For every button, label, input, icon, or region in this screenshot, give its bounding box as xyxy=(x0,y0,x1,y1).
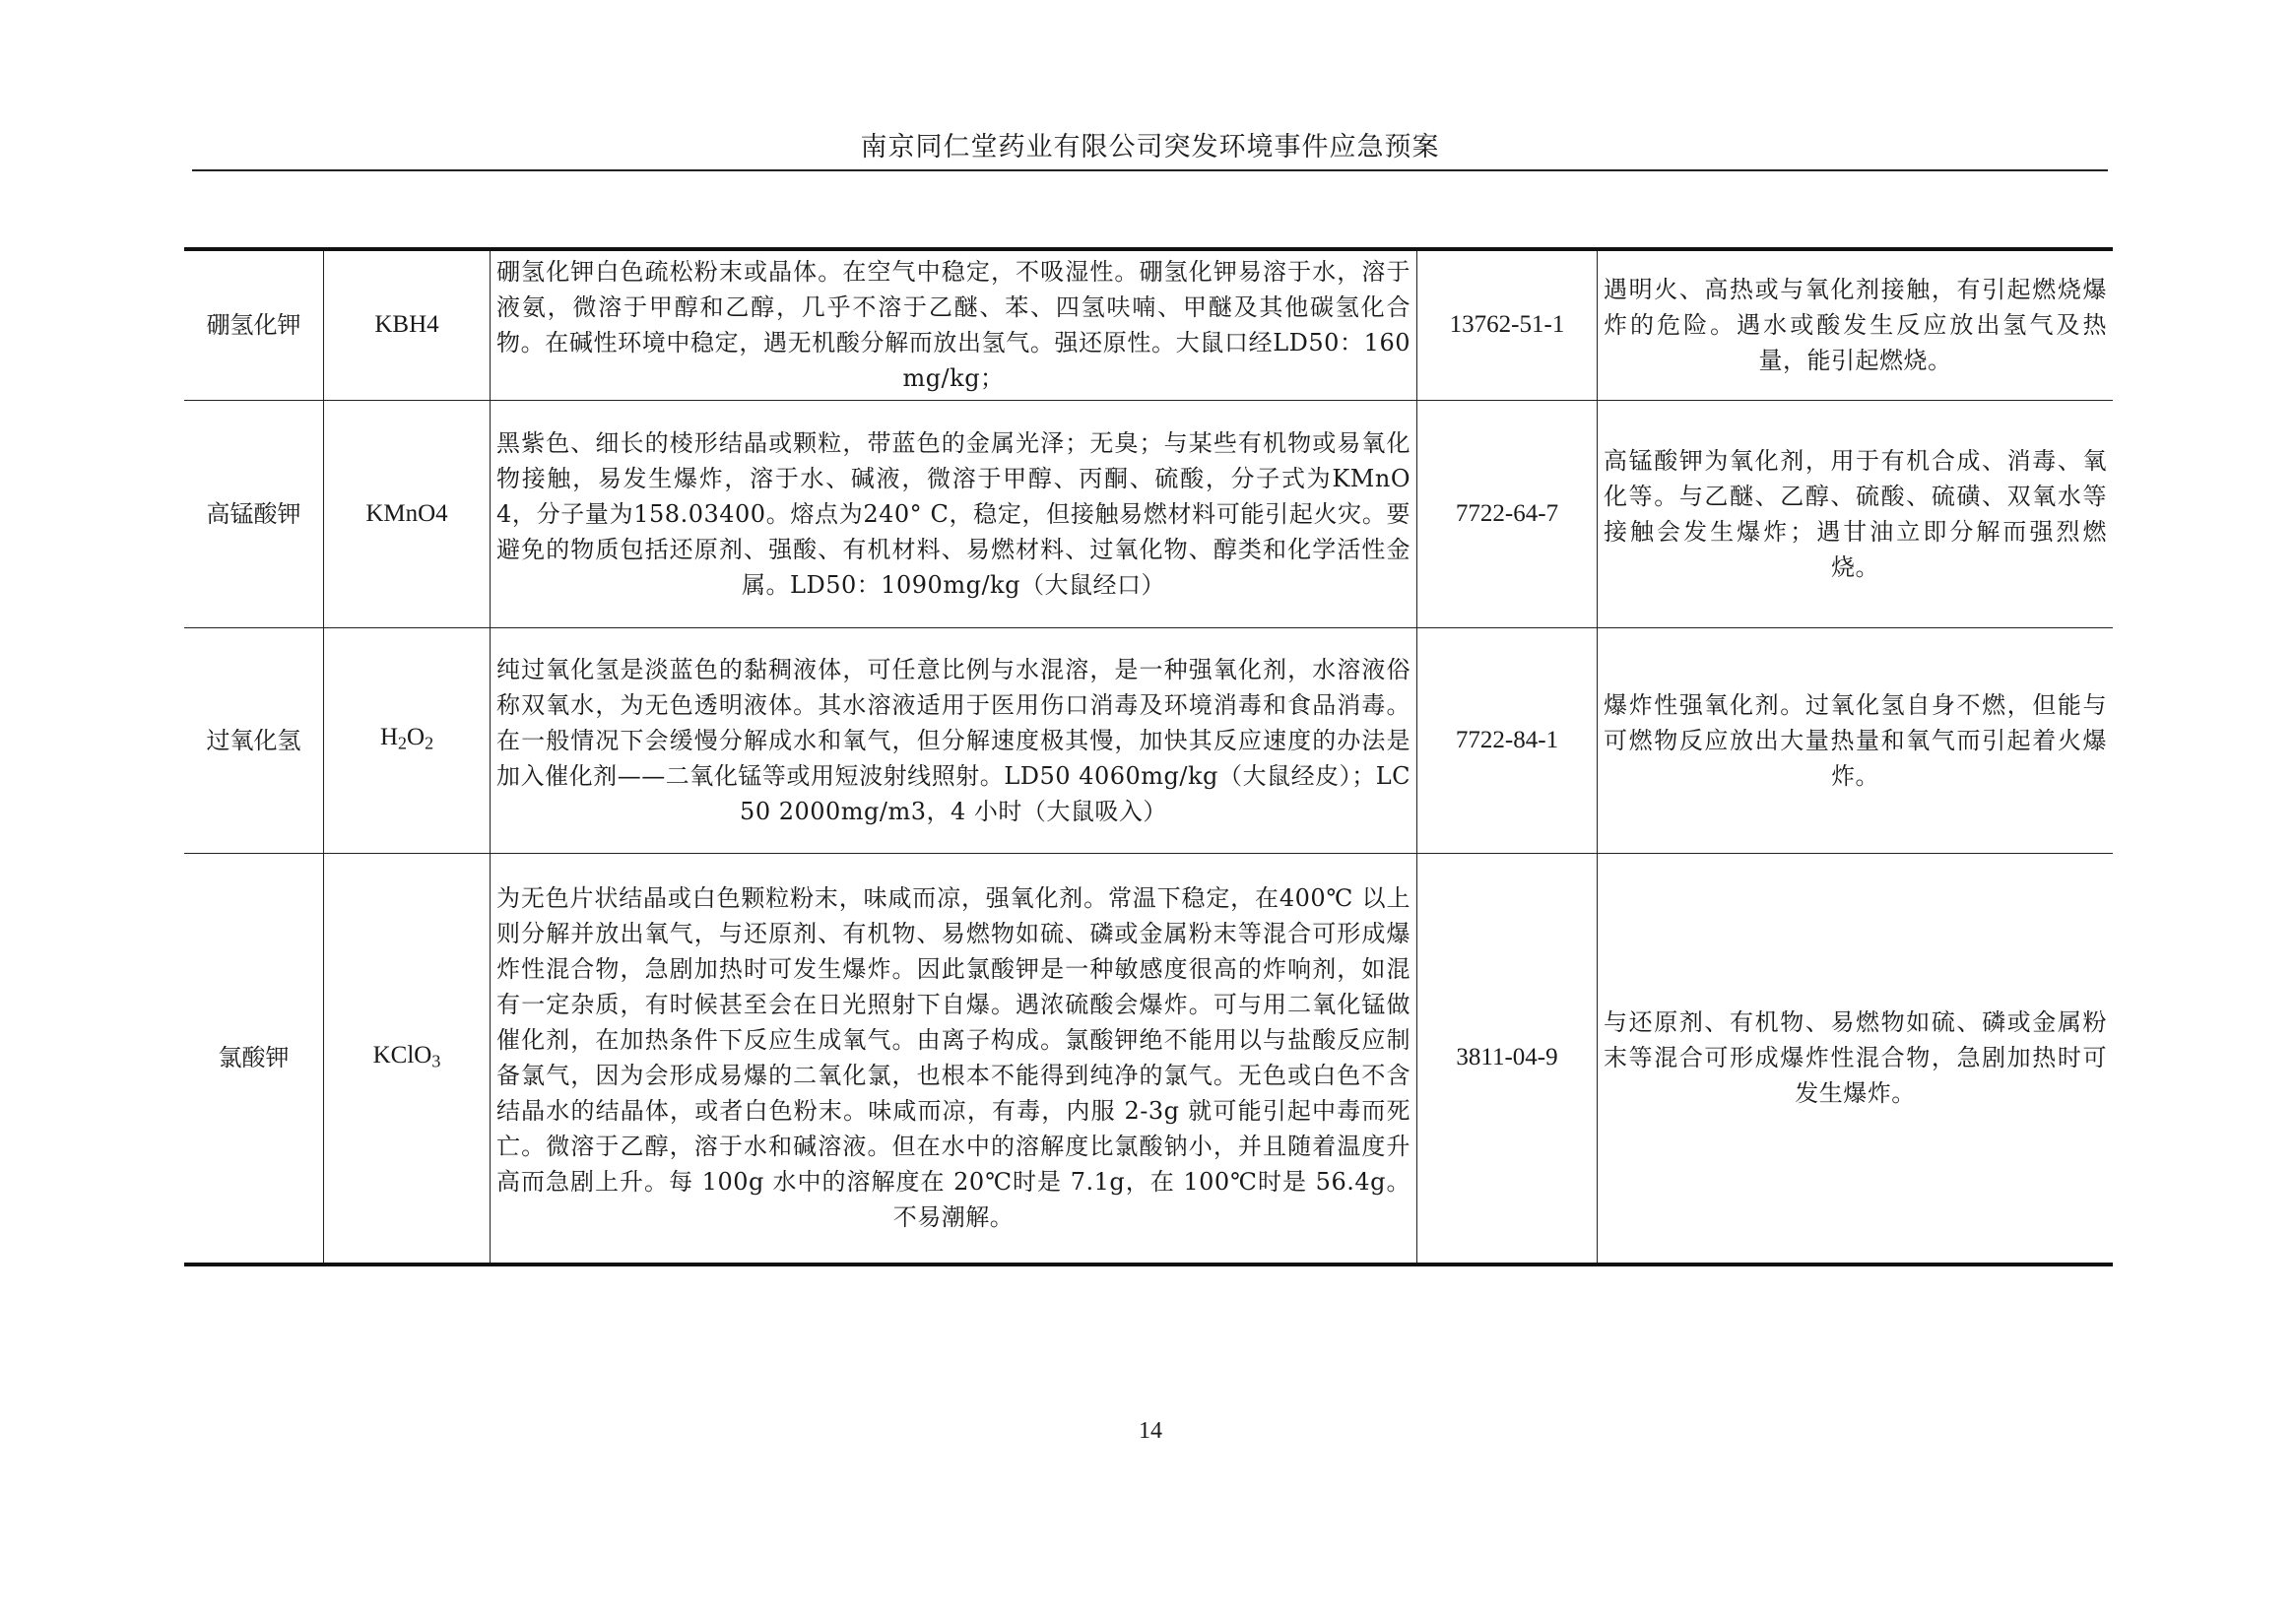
chemical-table-container xyxy=(184,247,2113,1266)
chemical-properties-cell: 硼氢化钾白色疏松粉末或晶体。在空气中稳定，不吸湿性。硼氢化钾易溶于水，溶于液氨，微溶于甲醇和乙醇，几乎不溶于乙醚、苯、四氢呋喃、甲醚及其他碳氢化合物。在碱性环境中稳定，遇无机酸分解而放出氢气。强还原性。大鼠口经LD50：160 mg/kg； xyxy=(491,249,1417,400)
chemical-formula-cell xyxy=(324,627,491,853)
header-divider xyxy=(192,169,2108,171)
formula-subscript: 3 xyxy=(431,1051,441,1070)
chemical-properties-cell: 为无色片状结晶或白色颗粒粉末，味咸而凉，强氧化剂。常温下稳定，在400℃ 以上则分解并放出氧气，与还原剂、有机物、易燃物如硫、磷或金属粉末等混合可形成爆炸性混合物，急剧加热时可发生爆炸。因此氯酸钾是一种敏感度很高的炸响剂，如混有一定杂质，有时候甚至会在日光照射下自爆。遇浓硫酸会爆炸。可与用二氧化锰做催化剂，在加热条件下反应生成氧气。由离子构成。氯酸钾绝不能用以与盐酸反应制备氯气，因为会形成易爆的二氧化氯，也根本不能得到纯净的氯气。无色或白色不含结晶水的结晶体，或者白色粉末。味咸而凉，有毒，内服 2-3g 就可能引起中毒而死亡。微溶于乙醇，溶于水和碱溶液。但在水中的溶解度比氯酸钠小，并且随着温度升高而急剧上升。每 100g 水中的溶解度在 20℃时是 7.1g，在 100℃时是 56.4g。不易潮解。 xyxy=(491,853,1417,1264)
page-header-title: 南京同仁堂药业有限公司突发环境事件应急预案 xyxy=(860,132,1440,162)
formula-subscript: 2 xyxy=(398,733,407,753)
chemical-properties-cell: 纯过氧化氢是淡蓝色的黏稠液体，可任意比例与水混溶，是一种强氧化剂，水溶液俗称双氧水，为无色透明液体。其水溶液适用于医用伤口消毒及环境消毒和食品消毒。在一般情况下会缓慢分解成水和氧气，但分解速度极其慢，加快其反应速度的办法是加入催化剂——二氧化锰等或用短波射线照射。LD50 4060mg/kg（大鼠经皮）；LC50 2000mg/m3，4 小时（大鼠吸入） xyxy=(491,627,1417,853)
chemical-formula-cell: KMnO4 xyxy=(324,400,491,627)
hazard-description-cell: 高锰酸钾为氧化剂，用于有机合成、消毒、氧化等。与乙醚、乙醇、硫酸、硫磺、双氧水等接触会发生爆炸；遇甘油立即分解而强烈燃烧。 xyxy=(1598,400,2114,627)
table-row xyxy=(184,249,2113,400)
table-row xyxy=(184,853,2113,1264)
hazard-description-cell: 爆炸性强氧化剂。过氧化氢自身不燃，但能与可燃物反应放出大量热量和氧气而引起着火爆炸。 xyxy=(1598,627,2114,853)
formula-main-text: KClO xyxy=(372,1041,432,1069)
chemical-hazard-table xyxy=(184,247,2113,1266)
cas-number-cell: 7722-64-7 xyxy=(1417,400,1598,627)
chemical-properties-cell: 黑紫色、细长的棱形结晶或颗粒，带蓝色的金属光泽；无臭；与某些有机物或易氧化物接触，易发生爆炸，溶于水、碱液，微溶于甲醇、丙酮、硫酸，分子式为KMnO4，分子量为158.03400。熔点为240° C，稳定，但接触易燃材料可能引起火灾。要避免的物质包括还原剂、强酸、有机材料、易燃材料、过氧化物、醇类和化学活性金属。LD50：1090mg/kg（大鼠经口） xyxy=(491,400,1417,627)
chemical-name-cell: 过氧化氢 xyxy=(184,627,324,853)
chemical-name-cell: 硼氢化钾 xyxy=(184,249,324,400)
chemical-name-cell: 高锰酸钾 xyxy=(184,400,324,627)
page-number: 14 xyxy=(1139,1418,1162,1444)
table-row xyxy=(184,400,2113,627)
hazard-description-cell: 与还原剂、有机物、易燃物如硫、磷或金属粉末等混合可形成爆炸性混合物，急剧加热时可发生爆炸。 xyxy=(1598,853,2114,1264)
cas-number-cell: 3811-04-9 xyxy=(1417,853,1598,1264)
chemical-formula-cell: KBH4 xyxy=(324,249,491,400)
chemical-formula-cell xyxy=(324,853,491,1264)
cas-number-cell: 7722-84-1 xyxy=(1417,627,1598,853)
cas-number-cell: 13762-51-1 xyxy=(1417,249,1598,400)
chemical-name-cell: 氯酸钾 xyxy=(184,853,324,1264)
table-row xyxy=(184,627,2113,853)
formula-main-text: O xyxy=(407,723,426,750)
formula-main-text: H xyxy=(379,723,398,750)
hazard-description-cell: 遇明火、高热或与氧化剂接触，有引起燃烧爆炸的危险。遇水或酸发生反应放出氢气及热量，能引起燃烧。 xyxy=(1598,249,2114,400)
formula-subscript: 2 xyxy=(425,733,434,753)
